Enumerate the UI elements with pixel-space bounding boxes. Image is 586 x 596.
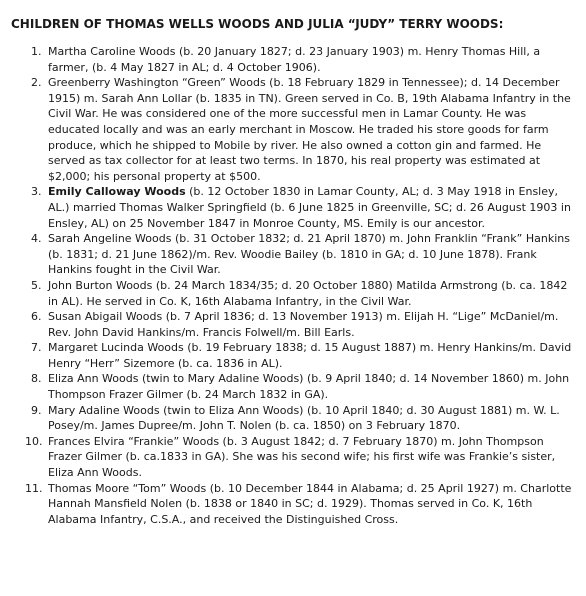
list-item <box>11 231 576 278</box>
list-item <box>11 371 576 402</box>
list-item <box>11 481 576 528</box>
item-text: John Burton Woods (b. 24 March 1834/35; d. 20 October 1880) Matilda Armstrong (b. ca. 1842 in AL). He served in Co. K, 16th Alabama Infantry, in the Civil War. <box>48 278 568 308</box>
item-text: Martha Caroline Woods (b. 20 January 1827; d. 23 January 1903) m. Henry Thomas Hill, a farmer, (b. 4 May 1827 in AL; d. 4 October 1906). <box>48 45 541 74</box>
item-number: 4. <box>31 232 42 246</box>
item-number: 10. <box>25 434 43 448</box>
item-name: Emily Calloway Woods <box>48 185 186 199</box>
item-number: 2. <box>31 76 42 90</box>
list-item <box>11 340 576 371</box>
list-item <box>11 184 576 231</box>
list-item <box>11 403 576 434</box>
list-item <box>11 434 576 481</box>
item-number: 3. <box>31 185 42 199</box>
item-text: Greenberry Washington “Green” Woods (b. 18 February 1829 in Tennessee); d. 14 December 1915) m. Sarah Ann Lollar (b. 1835 in TN). Green served in Co. B, 19th Alabama Infantry in the Civil War. He was considered one of the more successful men in Lamar County. He was educated locally and was an early merchant in Moscow. He traded his store goods for farm produce, which he shipped to Mobile by river. He also owned a cotton gin and farmed. He served as tax collector for at least two terms. In 1870, his real property was estimated at $2,000; his personal property at $500. <box>48 76 571 183</box>
item-number: 7. <box>31 341 42 355</box>
item-number: 9. <box>31 403 42 417</box>
document-title: CHILDREN OF THOMAS WELLS WOODS AND JULIA “JUDY” TERRY WOODS: <box>11 17 504 31</box>
children-list <box>11 44 576 527</box>
item-number: 1. <box>31 45 42 58</box>
list-item <box>11 309 576 340</box>
item-text: Sarah Angeline Woods (b. 31 October 1832; d. 21 April 1870) m. John Franklin “Frank” Hankins (b. 1831; d. 21 June 1862)/m. Rev. Woodie Bailey (b. 1810 in GA; d. 10 June 1878). Frank Hankins fought in the Civil War. <box>48 232 570 277</box>
item-text: Margaret Lucinda Woods (b. 19 February 1838; d. 15 August 1887) m. Henry Hankins/m. David Henry “Herr” Sizemore (b. ca. 1836 in AL). <box>48 341 572 370</box>
item-text: Eliza Ann Woods (twin to Mary Adaline Woods) (b. 9 April 1840; d. 14 November 1860) m. John Thompson Frazer Gilmer (b. 24 March 1832 in GA). <box>48 372 570 402</box>
list-item <box>11 44 576 75</box>
item-number: 11. <box>25 481 43 495</box>
list-item <box>11 278 576 309</box>
item-text: Mary Adaline Woods (twin to Eliza Ann Woods) (b. 10 April 1840; d. 30 August 1881) m. W. L. Posey/m. James Dupree/m. John T. Nolen (b. ca. 1850) on 3 February 1870. <box>48 403 560 433</box>
item-text: Susan Abigail Woods (b. 7 April 1836; d. 13 November 1913) m. Elijah H. “Lige” McDaniel/m. Rev. John David Hankins/m. Francis Folwell/m. Bill Earls. <box>48 310 559 339</box>
list-item <box>11 75 576 184</box>
item-text: Frances Elvira “Frankie” Woods (b. 3 August 1842; d. 7 February 1870) m. John Thompson Frazer Gilmer (b. ca.1833 in GA). She was his second wife; his first wife was Frankie’s sister, Eliza Ann Woods. <box>48 434 556 480</box>
item-number: 5. <box>31 278 42 292</box>
item-text: Thomas Moore “Tom” Woods (b. 10 December 1844 in Alabama; d. 25 April 1927) m. Charlotte Hannah Mansfield Nolen (b. 1838 or 1840 in SC; d. 1929). Thomas served in Co. K, 16th Alabama Infantry, C.S.A., and received the Distinguished Cross. <box>48 481 572 526</box>
item-number: 6. <box>31 310 42 324</box>
item-text: (b. 12 October 1830 in Lamar County, AL; d. 3 May 1918 in Ensley, AL.) married Thomas Walker Springfield (b. 6 June 1825 in Greenville, SC; d. 26 August 1903 in Ensley, AL) on 25 November 1847 in Monroe County, MS. Emily is our ancestor. <box>48 185 571 230</box>
item-number: 8. <box>31 372 42 386</box>
